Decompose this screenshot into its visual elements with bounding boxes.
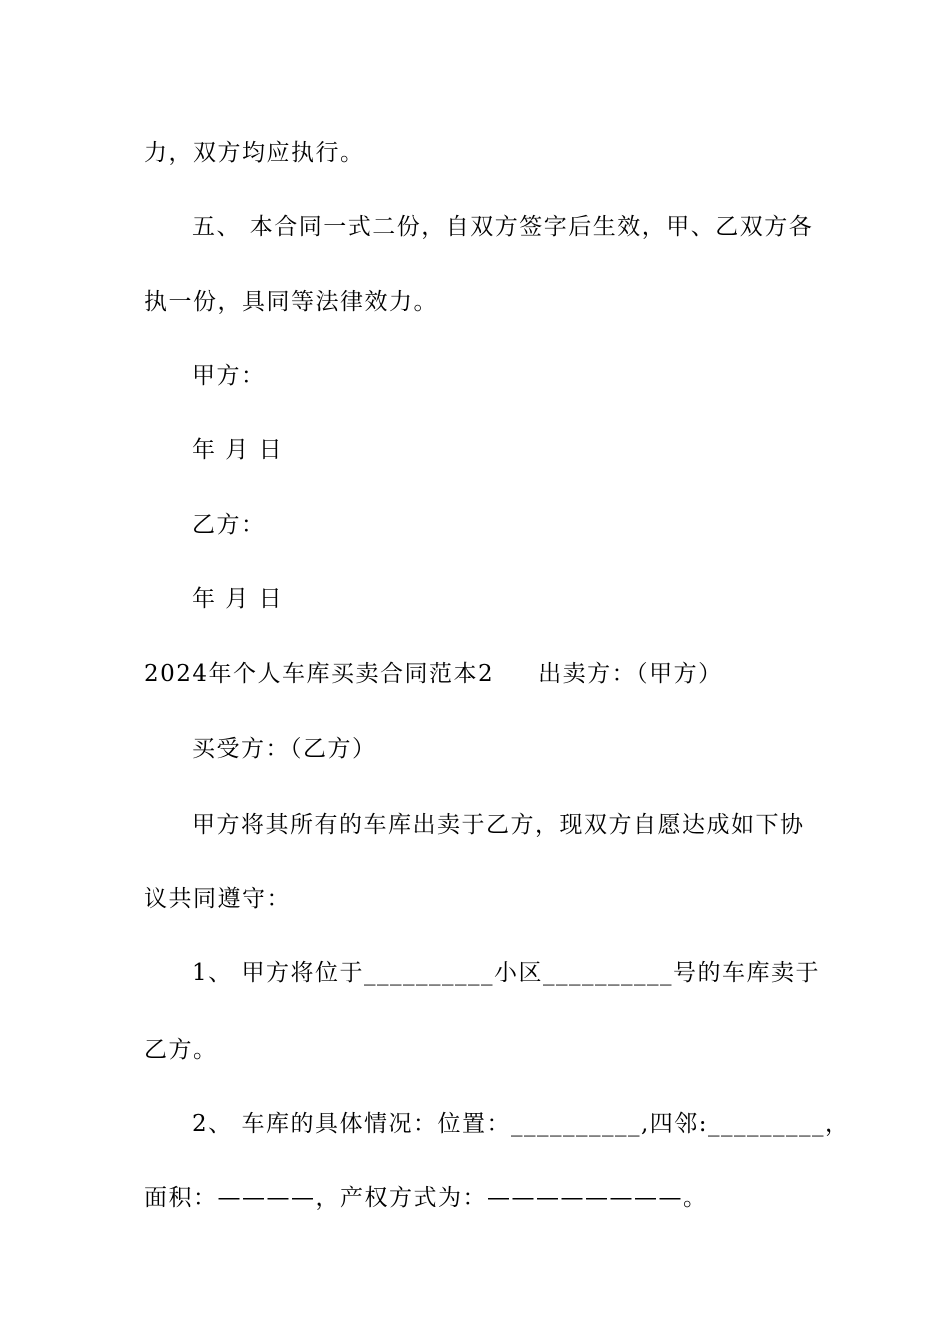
- buyer-label: 买受方：（乙方）: [192, 736, 377, 762]
- paragraph-line: 议共同遵守：: [144, 886, 291, 912]
- paragraph-line: 五、 本合同一式二份，自双方签字后生效，甲、乙双方各: [192, 214, 814, 240]
- party-b-label: 乙方：: [192, 512, 266, 538]
- date-line: 年 月 日: [192, 437, 284, 463]
- paragraph-line: 力，双方均应执行。: [144, 140, 365, 166]
- paragraph-line: 甲方将其所有的车库出卖于乙方，现双方自愿达成如下协: [192, 812, 805, 838]
- paragraph-line: 执一份，具同等法律效力。: [144, 289, 438, 315]
- party-a-label: 甲方：: [192, 363, 266, 389]
- clause-2-line: 2、 车库的具体情况：位置：__________,四邻:_________，: [192, 1111, 850, 1137]
- clause-1-line: 1、 甲方将位于__________小区__________号的车库卖于: [192, 960, 820, 986]
- contract-heading: [144, 659, 723, 689]
- contract-title: 2024年个人车库买卖合同范本2: [144, 661, 495, 687]
- date-line: 年 月 日: [192, 586, 284, 612]
- paragraph-line: 面积：————，产权方式为：————————。: [144, 1185, 708, 1211]
- seller-label: 出卖方：（甲方）: [538, 661, 723, 687]
- paragraph-line: 乙方。: [144, 1037, 218, 1063]
